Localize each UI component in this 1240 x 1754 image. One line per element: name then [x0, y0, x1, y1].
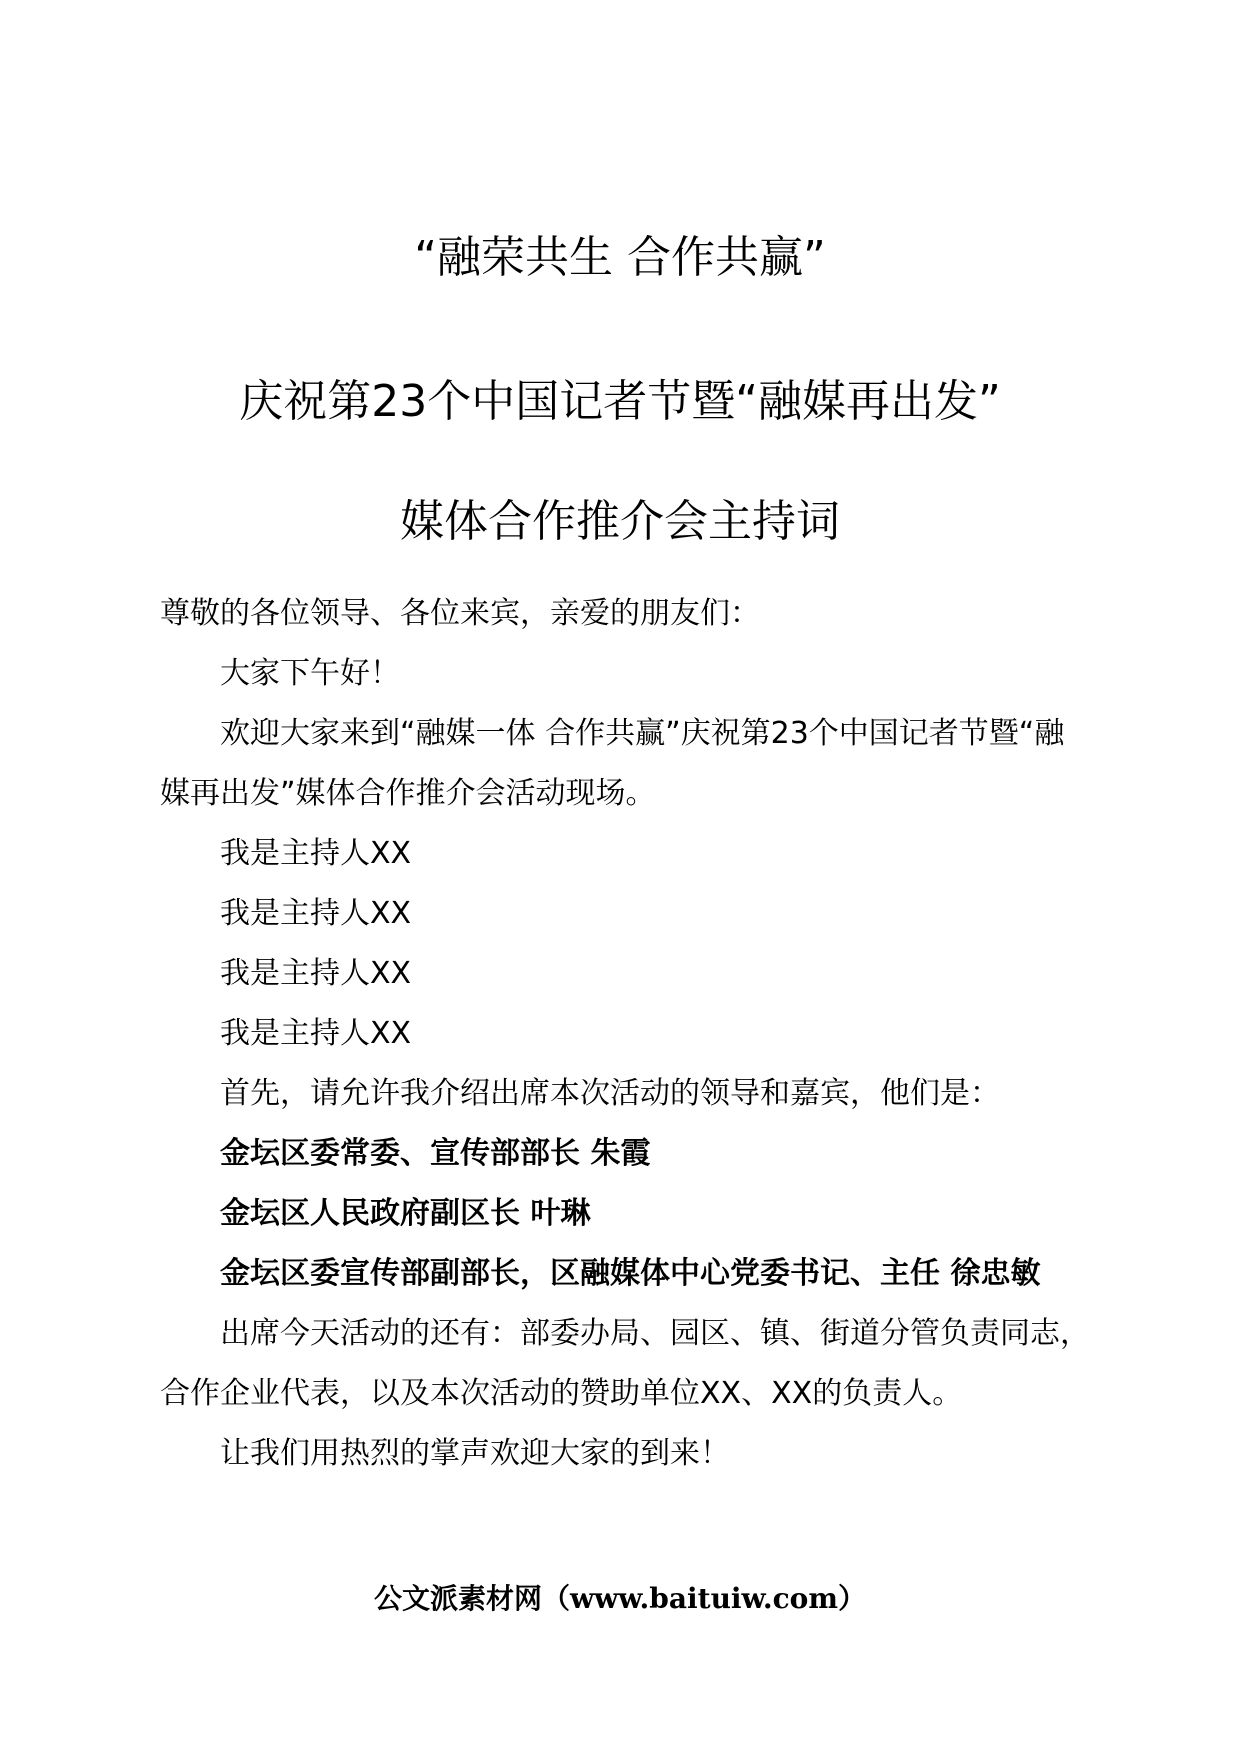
title-line-2: 庆祝第23个中国记者节暨“融媒再出发”: [239, 376, 1001, 427]
guest-intro: 首先，请允许我介绍出席本次活动的领导和嘉宾，他们是：: [220, 1076, 1000, 1111]
host-line: 我是主持人XX: [220, 836, 412, 871]
title-line-1: “融荣共生 合作共赢”: [414, 232, 826, 283]
footer-source: 公文派素材网（www.baituiw.com）: [374, 1582, 866, 1615]
guest-line: 金坛区委常委、宣传部部长 朱霞: [220, 1136, 651, 1171]
attendees-paragraph: 出席今天活动的还有：部委办局、园区、镇、街道分管负责同志，合作企业代表，以及本次活动的赞助单位XX、XX的负责人。: [160, 1316, 1090, 1411]
host-line: 我是主持人XX: [220, 896, 412, 931]
greeting: 大家下午好！: [220, 656, 400, 691]
title-line-3: 媒体合作推介会主持词: [400, 496, 840, 547]
host-line: 我是主持人XX: [220, 956, 412, 991]
salutation: 尊敬的各位领导、各位来宾，亲爱的朋友们：: [160, 596, 760, 631]
guest-line: 金坛区委宣传部副部长，区融媒体中心党委书记、主任 徐忠敏: [220, 1256, 1041, 1291]
applause-line: 让我们用热烈的掌声欢迎大家的到来！: [220, 1436, 730, 1471]
host-line: 我是主持人XX: [220, 1016, 412, 1051]
document-body: [160, 584, 1090, 1484]
guest-line: 金坛区人民政府副区长 叶琳: [220, 1196, 591, 1231]
welcome-paragraph: 欢迎大家来到“融媒一体 合作共赢”庆祝第23个中国记者节暨“融媒再出发”媒体合作推介会活动现场。: [160, 716, 1065, 811]
